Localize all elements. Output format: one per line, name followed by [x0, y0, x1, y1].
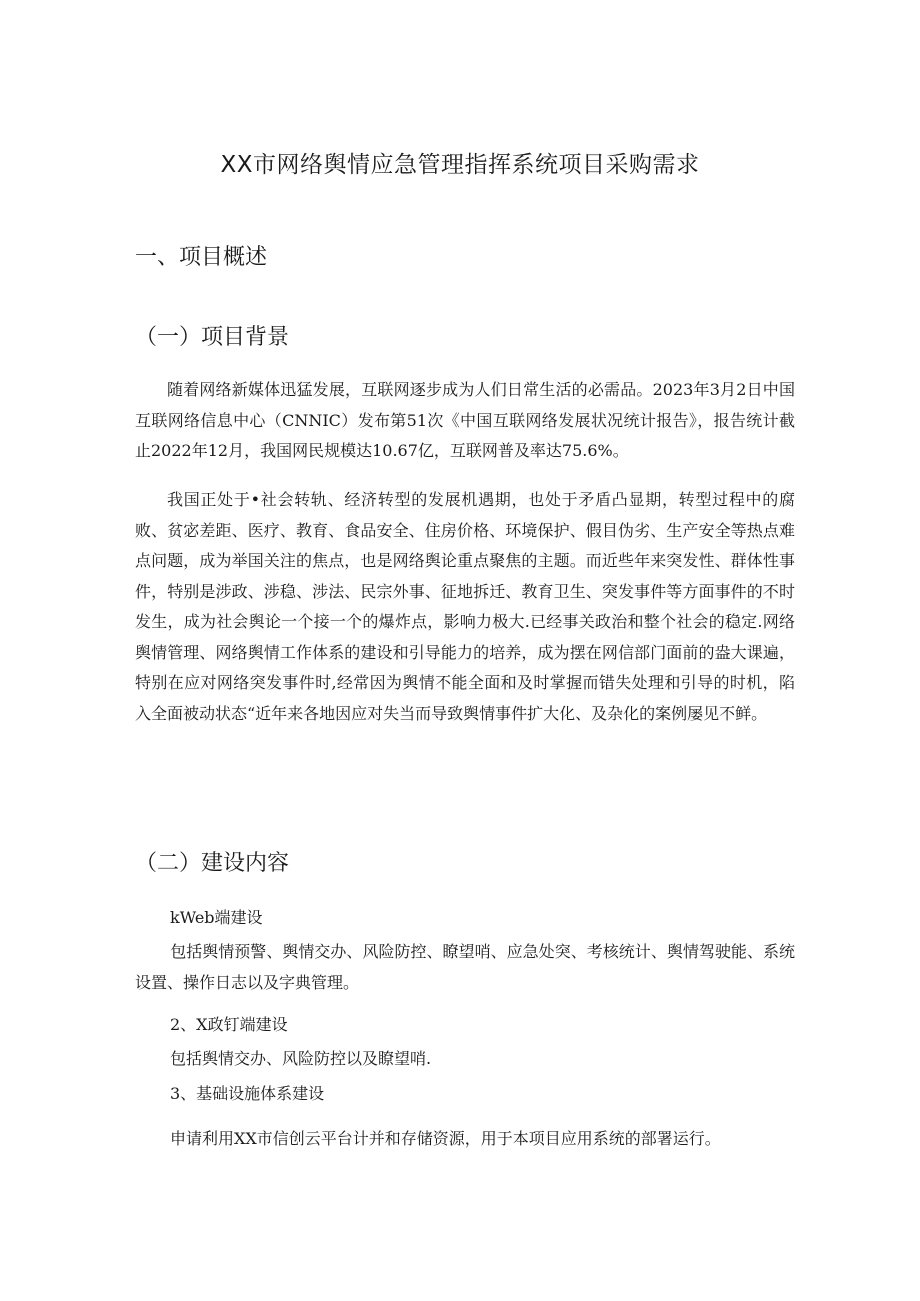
subsection-heading-construction: （二）建设内容 [135, 851, 290, 876]
section-heading-overview: 一、项目概述 [135, 245, 268, 270]
item-dingtalk-label: 2、X政钉端建设 [170, 1015, 288, 1034]
item-web-text: 包括舆情预警、舆情交办、风险防控、瞭望哨、应急处突、考核统计、舆情驾驶能、系统设置、操作日志以及字典管理。 [135, 942, 795, 992]
item-dingtalk-text: 包括舆情交办、风险防控以及瞭望哨. [170, 1049, 432, 1068]
background-paragraph-2: 我国正处于•社会转轨、经济转型的发展机遇期，也处于矛盾凸显期，转型过程中的腐败、贫宓差距、医疗、教育、食品安全、住房价格、环境保护、假目伪劣、生产安全等热点难点问题，成为举国关注的焦点，也是网络舆论重点聚焦的主题。而近些年来突发性、群体性事件，特别是涉政、涉稳、涉法、民宗外事、征地拆迁、教育卫生、突发事件等方面事件的不时发生，成为社会舆论一个接一个的爆炸点，影响力极大.已经事关政治和整个社会的稳定.网络舆情管理、网络舆情工作体系的建设和引导能力的培养，成为摆在网信部门面前的盎大课遍，特别在应对网络突发事件时,经常因为舆情不能全面和及时掌握而错失处理和引导的时机，陷入全面被动状态“近年来各地因应对失当而导致舆情事件扩大化、及杂化的案例屡见不鲜。 [135, 490, 795, 723]
item-infrastructure-label: 3、基础设施体系建设 [170, 1084, 325, 1103]
subsection-heading-background: （一）项目背景 [135, 325, 290, 350]
item-infrastructure-text: 申请利用XX市信创云平台计并和存储资源，用于本项目应用系统的部署运行。 [170, 1129, 721, 1148]
item-web-label: kWeb端建设 [170, 908, 263, 927]
background-paragraph-1: 随着网络新媒体迅猛发展，互联网逐步成为人们日常生活的必需品。2023年3月2日中国互联网络信息中心（CNNIC）发布第51次《中国互联网络发展状况统计报告》，报告统计截止2022年12月，我国网民规模达10.67亿，互联网普及率达75.6%。 [135, 380, 795, 460]
document-title: XX市网络舆情应急管理指挥系统项目采购需求 [220, 152, 700, 178]
